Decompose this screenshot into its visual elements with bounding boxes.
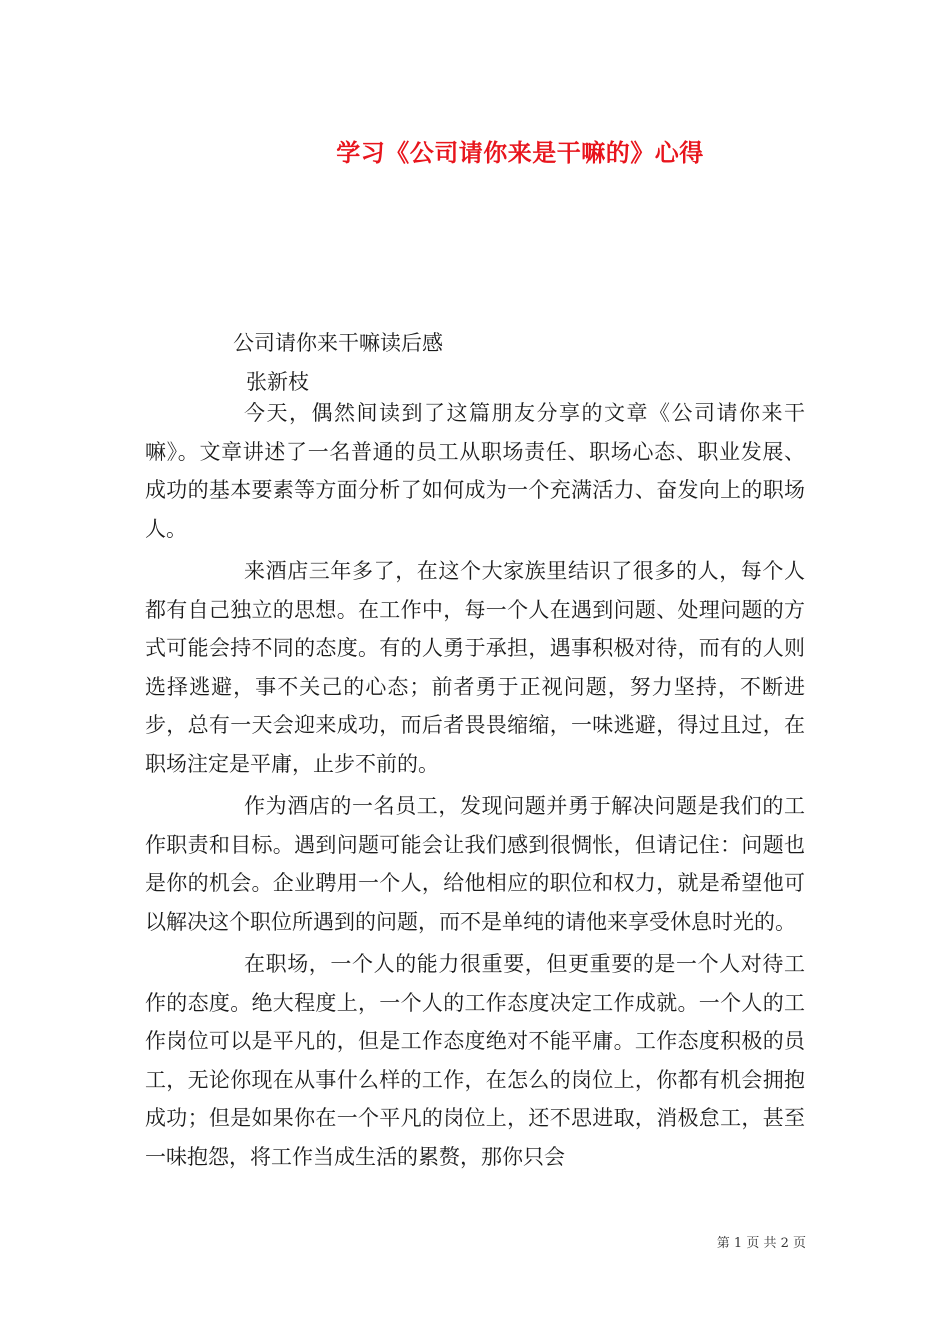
document-author: 张新枝 bbox=[246, 370, 309, 394]
page-number-footer: 第 1 页 共 2 页 bbox=[716, 1236, 806, 1251]
paragraph-3: 作为酒店的一名员工，发现问题并勇于解决问题是我们的工作职责和目标。遇到问题可能会让我们感到很惆怅，但请记住：问题也是你的机会。企业聘用一个人，给他相应的职位和权力，就是希望他可以解决这个职位所遇到的问题，而不是单纯的请他来享受休息时光的。 bbox=[145, 794, 805, 934]
document-subtitle: 公司请你来干嘛读后感 bbox=[233, 331, 443, 355]
paragraph-2: 来酒店三年多了，在这个大家族里结识了很多的人，每个人都有自己独立的思想。在工作中，每一个人在遇到问题、处理问题的方式可能会持不同的态度。有的人勇于承担，遇事积极对待，而有的人则选择逃避，事不关己的心态；前者勇于正视问题，努力坚持，不断进步，总有一天会迎来成功，而后者畏畏缩缩，一味逃避，得过且过，在职场注定是平庸，止步不前的。 bbox=[145, 559, 805, 776]
document-title: 学习《公司请你来是干嘛的》心得 bbox=[336, 138, 704, 167]
paragraph-1: 今天，偶然间读到了这篇朋友分享的文章《公司请你来干嘛》。文章讲述了一名普通的员工从职场责任、职场心态、职业发展、成功的基本要素等方面分析了如何成为一个充满活力、奋发向上的职场人。 bbox=[145, 401, 805, 541]
document-body bbox=[145, 394, 805, 1176]
paragraph-4: 在职场，一个人的能力很重要，但更重要的是一个人对待工作的态度。绝大程度上，一个人的工作态度决定工作成就。一个人的工作岗位可以是平凡的，但是工作态度绝对不能平庸。工作态度积极的员工，无论你现在从事什么样的工作，在怎么的岗位上，你都有机会拥抱成功；但是如果你在一个平凡的岗位上，还不思进取，消极怠工，甚至一味抱怨，将工作当成生活的累赘，那你只会 bbox=[145, 952, 805, 1169]
